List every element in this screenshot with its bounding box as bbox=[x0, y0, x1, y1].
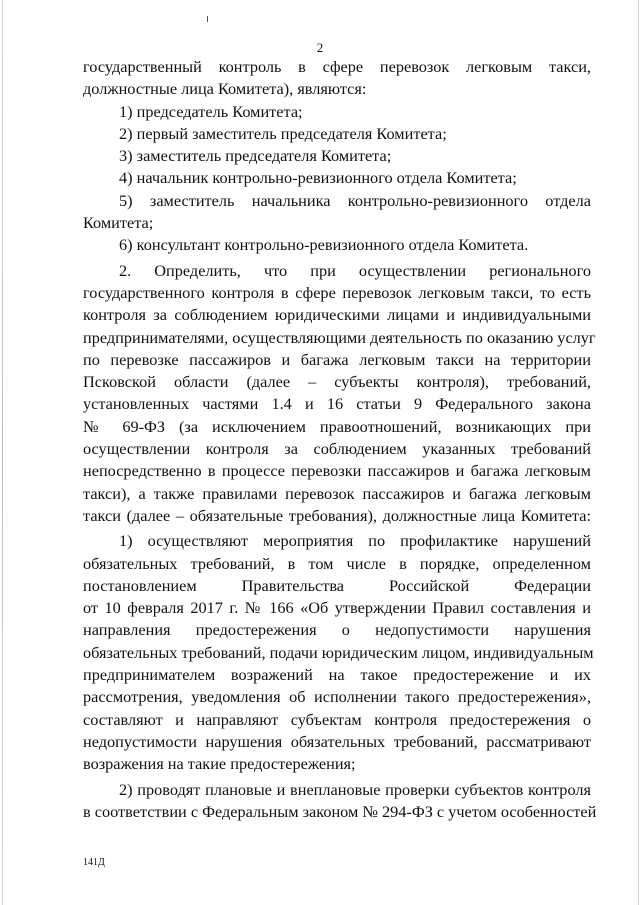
text-line: осуществлении контроля за соблюдением указанных требований bbox=[83, 439, 591, 459]
page-number: 2 bbox=[316, 40, 324, 55]
text-line: по перевозке пассажиров и багажа легковым такси на территории bbox=[83, 349, 591, 369]
text-line: возражения на такие предостережения; bbox=[83, 754, 356, 774]
text-line: недопустимости нарушения обязательных требований, рассматривают bbox=[83, 731, 591, 751]
text-line: в соответствии с Федеральным законом № 294-ФЗ с учетом особенностей bbox=[83, 801, 597, 821]
text-line: № 69-ФЗ (за исключением правоотношений, возникающих при bbox=[83, 416, 591, 436]
text-line: предпринимателем возражений на такое предостережение и их bbox=[83, 665, 591, 685]
text-line: государственный контроль в сфере перевозок легковым такси, bbox=[83, 57, 591, 76]
scan-edge-right bbox=[638, 0, 639, 905]
text-line: Комитета; bbox=[83, 213, 154, 233]
text-line: должностные лица Комитета), являются: bbox=[83, 79, 367, 99]
scan-edge-left bbox=[2, 0, 3, 905]
text-line: Псковской области (далее – субъекты контроля), требований, bbox=[83, 372, 591, 392]
list-item: 3) заместитель председателя Комитета; bbox=[119, 146, 392, 166]
list-item: 2) первый заместитель председателя Комитета; bbox=[119, 123, 447, 143]
text-line: постановлением Правительства Российской Федерации bbox=[83, 575, 591, 595]
text-line: государственного контроля в сфере перевозок легковым такси, то есть bbox=[83, 282, 591, 302]
text-line: направления предостережения о недопустимости нарушения bbox=[83, 620, 591, 640]
text-line: такси (далее – обязательные требования), должностные лица Комитета: bbox=[83, 505, 591, 525]
text-line: от 10 февраля 2017 г. № 166 «Об утверждении Правил составления и bbox=[83, 598, 591, 618]
text-line: обязательных требований, подачи юридическим лицом, индивидуальным bbox=[83, 642, 594, 662]
paragraph-start: 2. Определить, что при осуществлении регионального bbox=[119, 260, 591, 280]
text-line: составляют и направляют субъектам контроля предостережения о bbox=[83, 709, 591, 729]
text-line: непосредственно в процессе перевозки пассажиров и багажа легковым bbox=[83, 461, 591, 481]
list-item: 1) председатель Комитета; bbox=[119, 101, 303, 121]
list-item: 2) проводят плановые и внеплановые проверки субъектов контроля bbox=[119, 779, 591, 799]
document-body bbox=[83, 56, 597, 823]
text-line: такси), а также правилами перевозок пассажиров и багажа легковым bbox=[83, 483, 591, 503]
list-item: 1) осуществляют мероприятия по профилактике нарушений bbox=[119, 531, 591, 551]
text-line: установленных частями 1.4 и 16 статьи 9 Федерального закона bbox=[83, 394, 591, 414]
text-line: предпринимателями, осуществляющими деятельность по оказанию услуг bbox=[83, 327, 596, 347]
text-line: обязательных требований, в том числе в порядке, определенном bbox=[83, 553, 591, 573]
scan-speck bbox=[207, 16, 208, 22]
list-item: 6) консультант контрольно-ревизионного отдела Комитета. bbox=[119, 235, 529, 255]
text-line: контроля за соблюдением юридическими лицами и индивидуальными bbox=[83, 305, 591, 325]
list-item: 4) начальник контрольно-ревизионного отдела Комитета; bbox=[119, 168, 517, 188]
text-line: рассмотрения, уведомления об исполнении такого предостережения», bbox=[83, 687, 591, 707]
list-item: 5) заместитель начальника контрольно-ревизионного отдела bbox=[119, 190, 591, 210]
footer-code: 141Д bbox=[83, 857, 105, 868]
